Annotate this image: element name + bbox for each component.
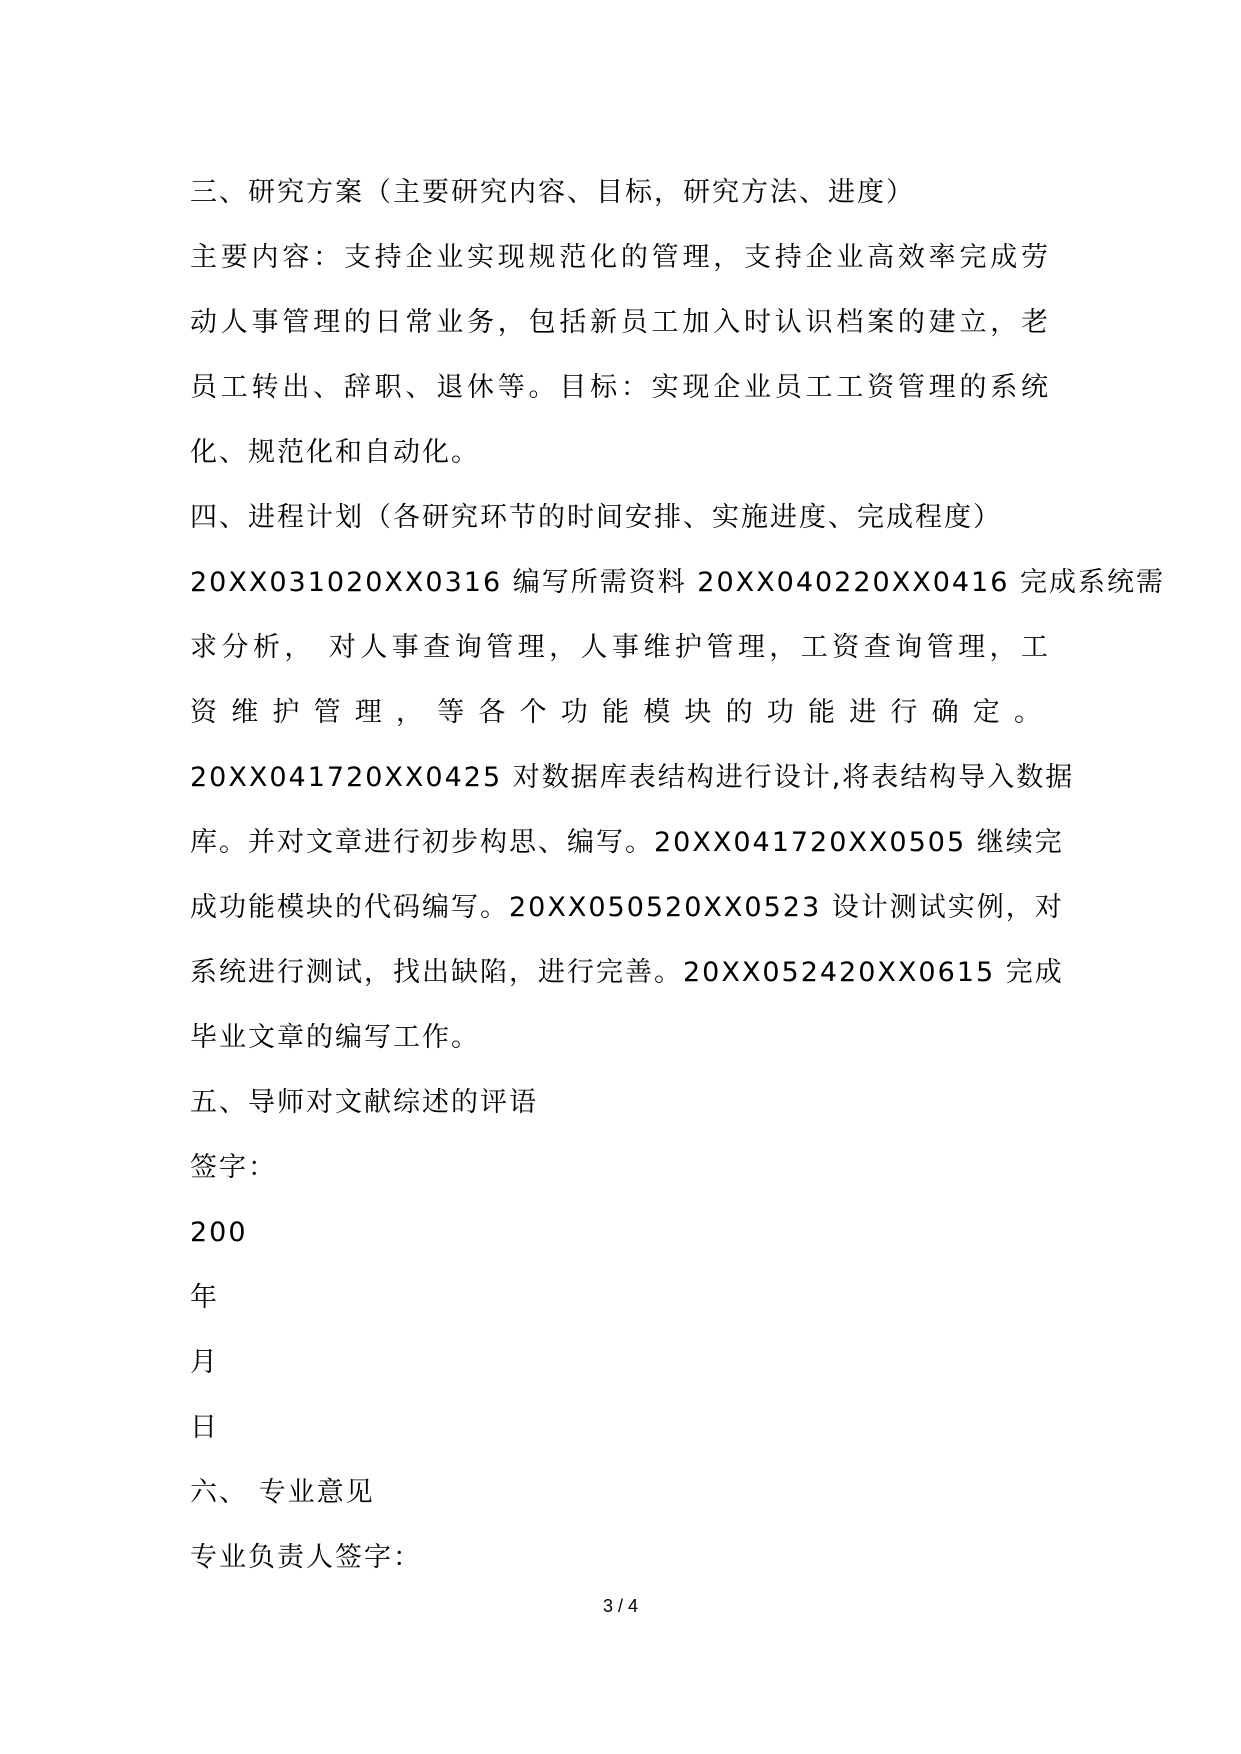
section-heading-professional-opinion: 六、 专业意见	[190, 1477, 375, 1508]
paragraph-line: 20XX041720XX0425 对数据库表结构进行设计,将表结构导入数据	[190, 762, 1075, 793]
paragraph-line: 资维护管理，等各个功能模块的功能进行确定。	[190, 697, 1050, 728]
section-heading-schedule: 四、进程计划（各研究环节的时间安排、实施进度、完成程度）	[190, 502, 1002, 533]
paragraph-line: 动人事管理的日常业务，包括新员工加入时认识档案的建立，老	[190, 307, 1050, 338]
section-heading-research-plan: 三、研究方案（主要研究内容、目标，研究方法、进度）	[190, 177, 915, 208]
section-heading-advisor-review: 五、导师对文献综述的评语	[190, 1087, 538, 1118]
paragraph-line: 毕业文章的编写工作。	[190, 1022, 480, 1053]
date-month-label: 月	[190, 1347, 219, 1378]
head-signature-label: 专业负责人签字：	[190, 1542, 422, 1573]
paragraph-line: 主要内容：支持企业实现规范化的管理，支持企业高效率完成劳	[190, 242, 1050, 273]
document-body	[190, 160, 1165, 1590]
paragraph-line: 系统进行测试，找出缺陷，进行完善。20XX052420XX0615 完成	[190, 957, 1064, 988]
page-number: 3 / 4	[602, 1596, 639, 1616]
paragraph-line: 库。并对文章进行初步构思、编写。20XX041720XX0505 继续完	[190, 827, 1064, 858]
paragraph-line: 20XX031020XX0316 编写所需资料 20XX040220XX0416 完成系统需	[190, 567, 1165, 598]
date-day-label: 日	[190, 1412, 219, 1443]
signature-label: 签字：	[190, 1152, 277, 1183]
paragraph-line: 化、规范化和自动化。	[190, 437, 480, 468]
date-year-label: 年	[190, 1282, 219, 1313]
date-year-prefix: 200	[190, 1217, 248, 1248]
paragraph-line: 成功能模块的代码编写。20XX050520XX0523 设计测试实例，对	[190, 892, 1064, 923]
paragraph-line: 求分析， 对人事查询管理，人事维护管理，工资查询管理，工	[190, 632, 1050, 663]
paragraph-line: 员工转出、辞职、退休等。目标：实现企业员工工资管理的系统	[190, 372, 1050, 403]
